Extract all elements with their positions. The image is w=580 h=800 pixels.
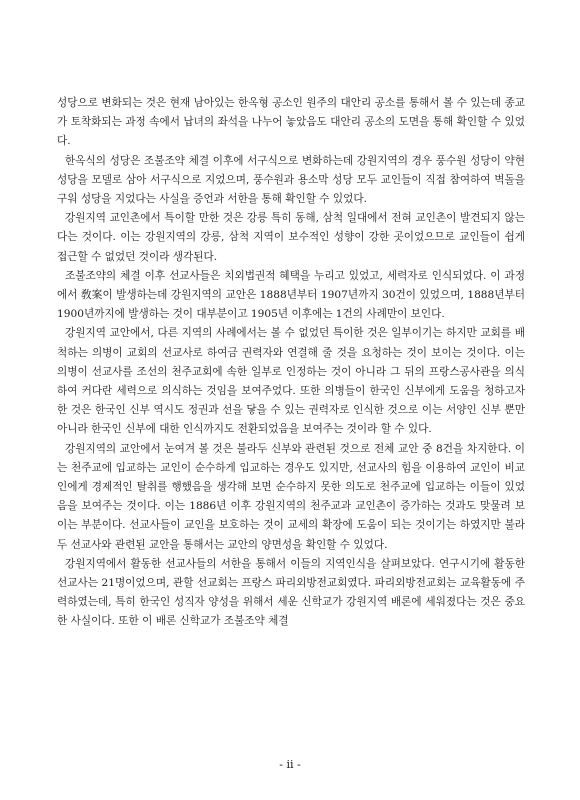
- paragraph: 강원지역에서 활동한 선교사들의 서한을 통해서 이들의 지역인식을 살펴보았다. 연구시기에 활동한 선교사는 21명이었으며, 관할 선교회는 프랑스 파리외방전교회였다. 파리외방전교회는 교육활동에 주력하였는데, 특히 한국인 성직자 양성을 위해서 세운 신학교가 강원지역 배론에 세워졌다는 것은 중요한 사실이다. 또한 이 배론 신학교가 조불조약 체결: [57, 557, 525, 628]
- paragraph: 강원지역 교안에서, 다른 지역의 사례에서는 볼 수 없었던 특이한 것은 일부이기는 하지만 교회를 배척하는 의병이 교회의 선교사로 하여금 권력자와 연결해 줄 것을 요청하는 것이 보이는 것이다. 이는 의병이 선교사를 조선의 천주교회에 속한 일부로 인정하는 것이 아니라 그 뒤의 프랑스공사관을 의식하여 커다란 세력으로 의식하는 것임을 보여주었다. 또한 의병들이 한국인 신부에게 도움을 청하고자 한 것은 한국인 신부 역시도 정권과 선을 닿을 수 있는 권력자로 인식한 것으로 이는 서양인 신부 뿐만 아니라 한국인 신부에 대한 인식까지도 전환되었음을 보여주는 것이라 할 수 있다.: [57, 327, 525, 436]
- paragraph: 한옥식의 성당은 조불조약 체결 이후에 서구식으로 변화하는데 강원지역의 경우 풍수원 성당이 약현 성당을 모델로 삼아 서구식으로 지었으며, 풍수원과 용소막 성당 모두 교인들이 직접 참여하여 벽돌을 구워 성당을 지었다는 사실을 증언과 서한을 통해 확인할 수 있었다.: [57, 154, 525, 206]
- page-number: - ii -: [279, 758, 301, 771]
- paragraph: 강원지역의 교안에서 눈여겨 볼 것은 불라두 신부와 관련된 것으로 전체 교안 중 8건을 차지한다. 이는 천주교에 입교하는 교인이 순수하게 입교하는 경우도 있지만, 선교사의 힘을 이용하여 교인이 비교인에게 경제적인 탈취를 행했음을 생각해 보면 순수하지 못한 의도로 천주교에 입교하는 이들이 있었음을 보여주는 것이다. 이는 1886년 이후 강원지역의 천주교과 교인촌이 증가하는 것과도 맞물려 보이는 부분이다. 선교사들이 교인을 보호하는 것이 교세의 확장에 도움이 되는 것이기는 하였지만 불라두 선교사와 관련된 교안을 통해서는 교안의 양면성을 확인할 수 있었다.: [57, 442, 525, 551]
- paragraph: 성당으로 변화되는 것은 현재 남아있는 한옥형 공소인 원주의 대안리 공소를 통해서 볼 수 있는데 종교가 토착화되는 과정 속에서 납녀의 좌석을 나누어 놓았음도 대안리 공소의 도면을 통해 확인할 수 있었다.: [57, 97, 525, 148]
- body-text: [57, 94, 525, 632]
- paragraph: 조불조약의 체결 이후 선교사들은 치외법권적 혜택을 누리고 있었고, 세력자로 인식되었다. 이 과정에서 敎案이 발생하는데 강원지역의 교안은 1888년부터 1907년까지 30건이 있었으며, 1888년부터 1900년까지에 발생하는 것이 대부분이고 1905년 이후에는 1건의 사례만이 보인다.: [57, 269, 525, 321]
- paragraph: 강원지역 교인촌에서 특이할 만한 것은 강릉 특히 동해, 삼척 일대에서 전혀 교인촌이 발견되지 않는다는 것이다. 이는 강원지역의 강릉, 삼척 지역이 보수적인 성향이 강한 곳이었으므로 교인들이 쉽게 접근할 수 없었던 것이라 생각된다.: [57, 212, 525, 263]
